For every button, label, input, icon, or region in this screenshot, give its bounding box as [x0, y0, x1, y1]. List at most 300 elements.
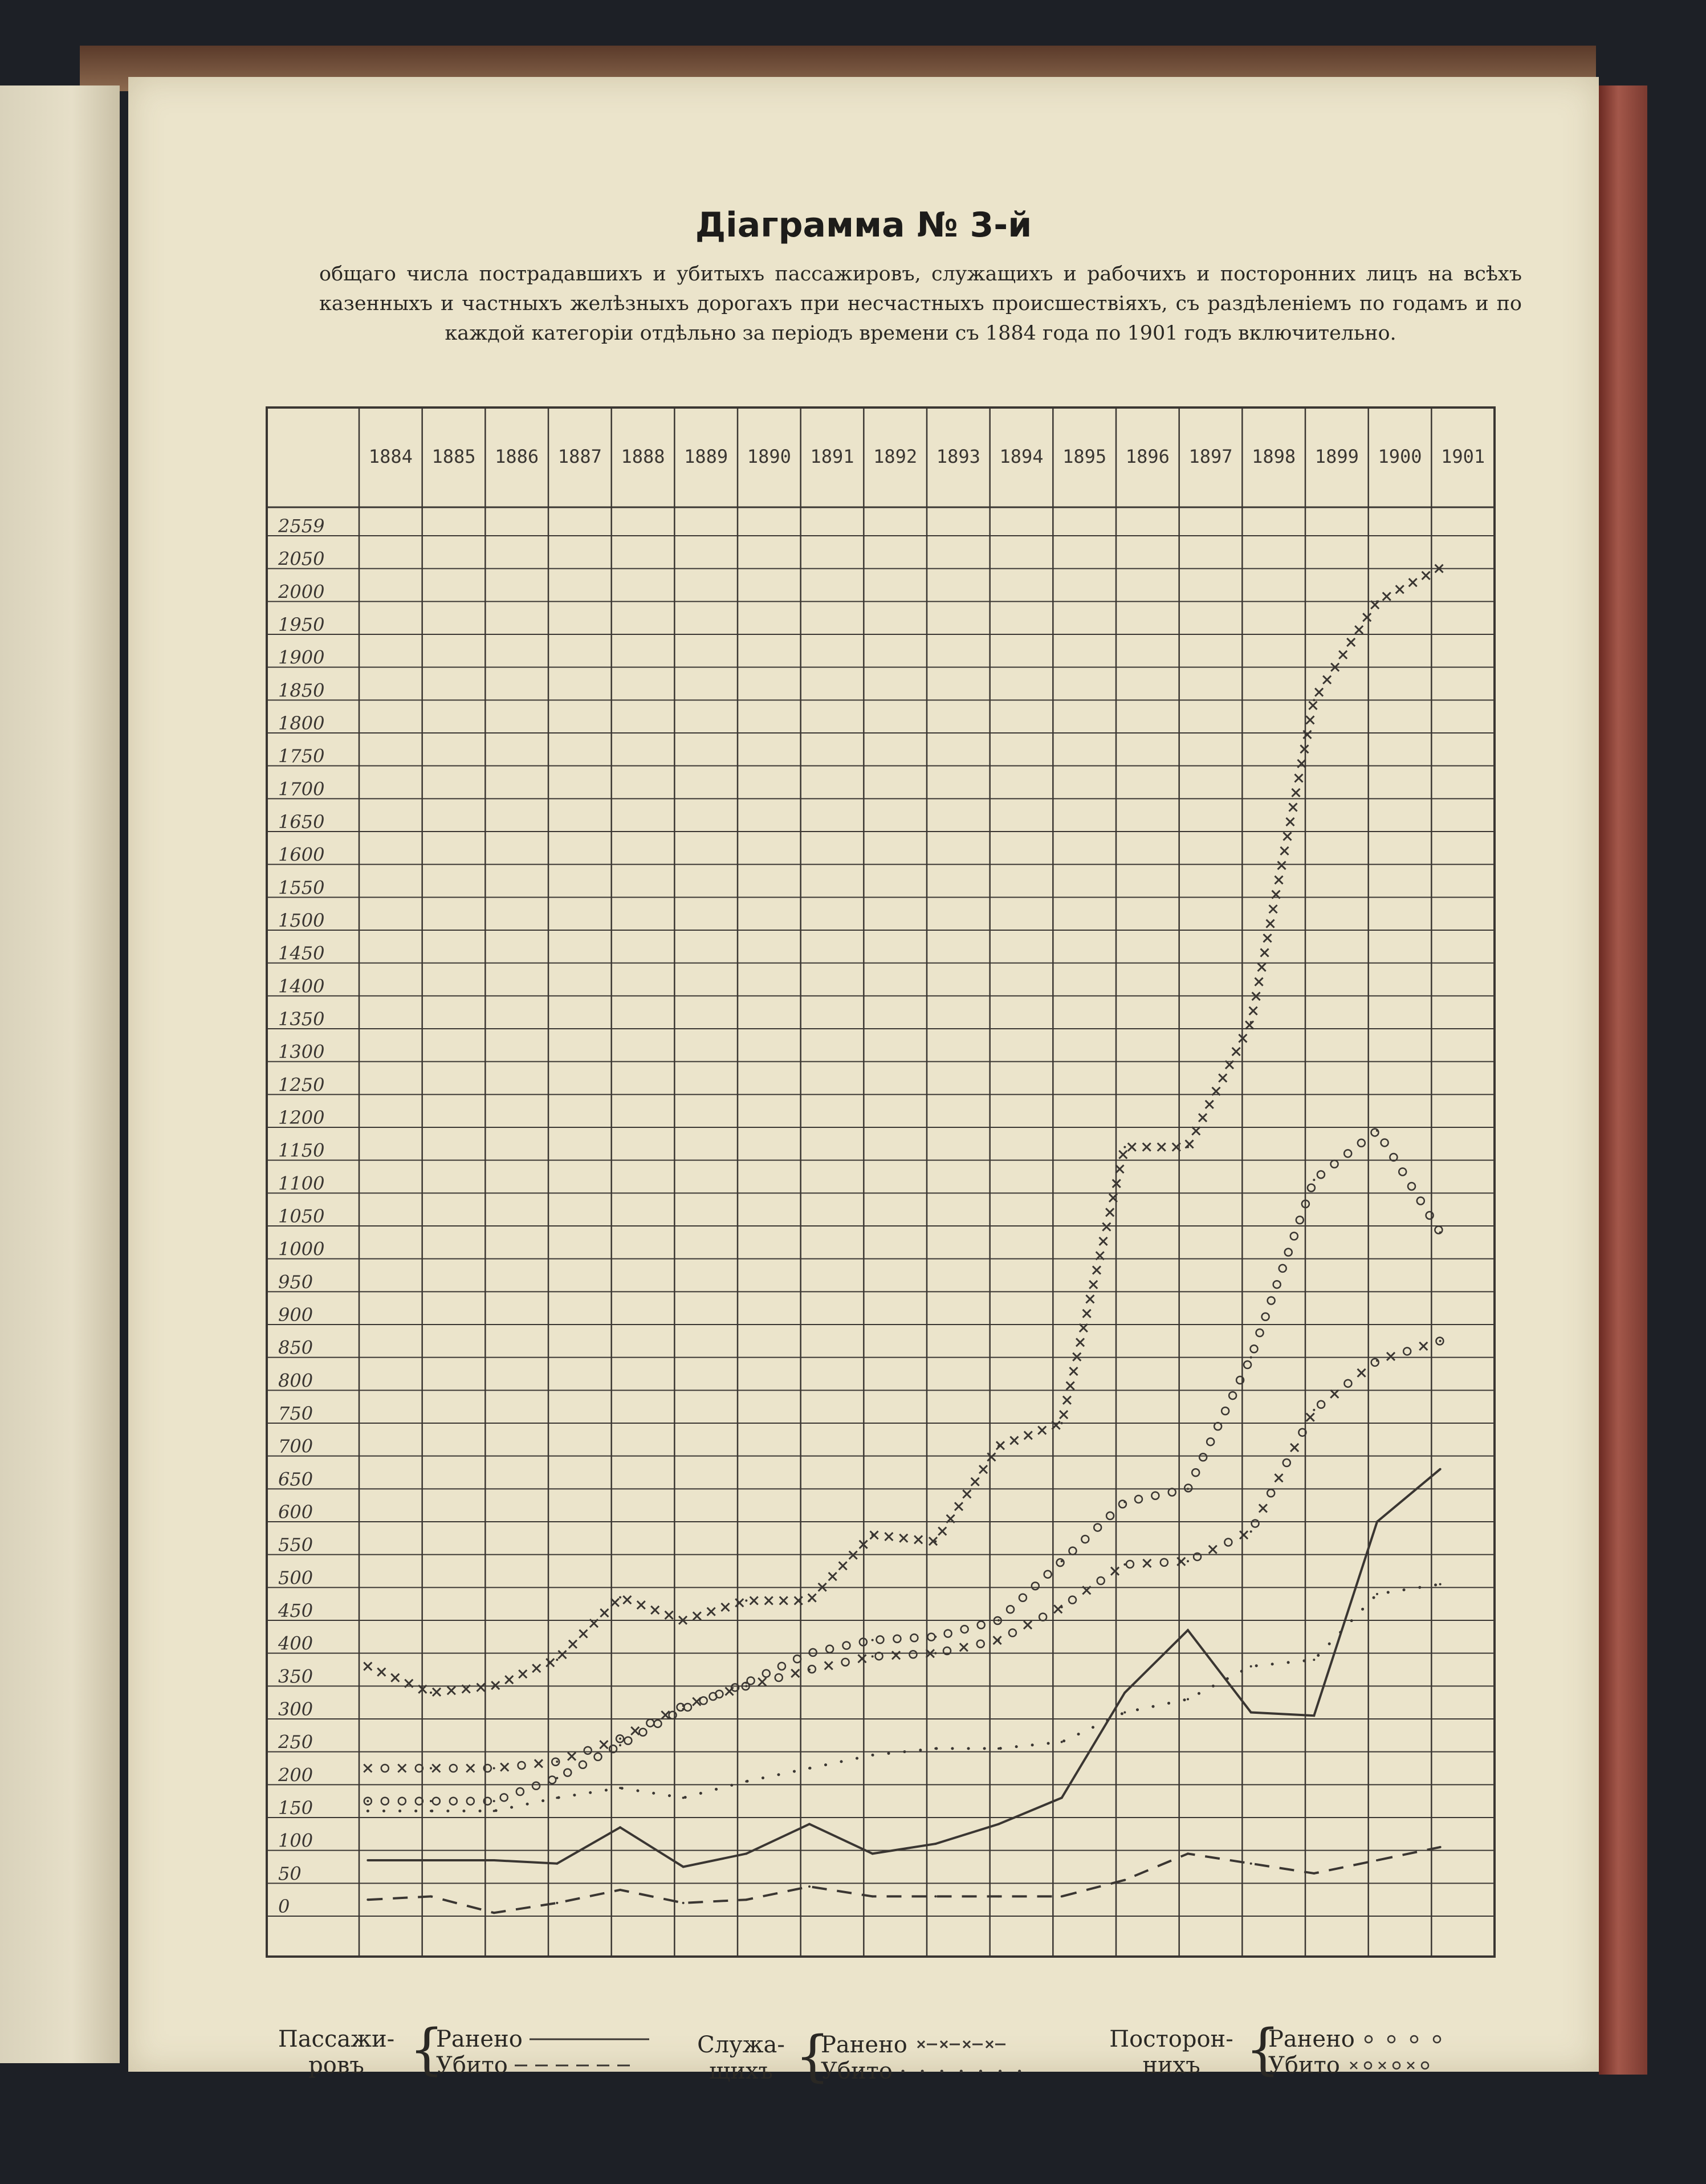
legend-swatch-x	[914, 2036, 1045, 2053]
series-marker-x	[1275, 876, 1283, 884]
series-marker-x	[391, 1674, 399, 1682]
series-marker-circle	[977, 1640, 984, 1648]
series-line	[368, 1469, 1440, 1867]
series-marker-x	[377, 1668, 385, 1676]
data-point	[1376, 1130, 1378, 1132]
data-point	[808, 1599, 811, 1602]
series-marker-x	[1387, 1352, 1395, 1360]
data-point	[1187, 1560, 1189, 1562]
series-marker-x	[1024, 1621, 1032, 1629]
series-marker-x	[611, 1599, 619, 1607]
data-point	[1376, 1859, 1378, 1861]
y-tick-label: 150	[278, 1797, 313, 1819]
series-marker-x	[885, 1533, 893, 1541]
series-marker-x	[1275, 1474, 1282, 1482]
y-tick-label: 200	[278, 1764, 313, 1786]
series-marker-x	[955, 1502, 963, 1510]
series-3	[367, 1583, 1441, 1812]
series-marker-x	[963, 1490, 971, 1498]
data-point	[1313, 699, 1315, 701]
data-point	[682, 1902, 685, 1904]
series-marker-circle	[1279, 1265, 1286, 1272]
series-marker-circle	[1250, 1345, 1257, 1352]
series-marker-circle	[450, 1765, 457, 1772]
y-tick-label: 1600	[278, 844, 325, 866]
series-marker-circle	[1408, 1183, 1415, 1190]
legend-category-label: Пассажи-ровъ	[278, 2026, 395, 2079]
series-marker-circle	[1252, 1520, 1259, 1527]
series-marker-circle	[1308, 1184, 1315, 1192]
series-marker-x	[1100, 1237, 1108, 1245]
series-marker-x	[1240, 1531, 1248, 1539]
data-point	[997, 1445, 1000, 1447]
legend-swatch-solid	[530, 2036, 649, 2042]
series-marker-circle	[1126, 1560, 1134, 1568]
series-marker-x	[466, 1765, 474, 1773]
data-point	[745, 1685, 747, 1687]
series-marker-x	[1355, 626, 1363, 634]
series-marker-circle	[1267, 1489, 1275, 1497]
series-marker-circle	[381, 1798, 389, 1805]
legend-item	[436, 2026, 649, 2052]
series-marker-circle	[1057, 1559, 1064, 1566]
series-marker-x	[1177, 1558, 1185, 1566]
series-marker-circle	[1399, 1168, 1406, 1175]
data-point	[1439, 567, 1442, 569]
legend-rows-employees	[821, 2032, 1045, 2084]
y-tick-label: 450	[278, 1600, 313, 1621]
series-marker-x	[960, 1643, 968, 1651]
legend-item	[1268, 2026, 1493, 2052]
series-marker-circle	[1039, 1613, 1047, 1621]
series-marker-circle	[381, 1765, 389, 1772]
y-tick-labels	[278, 515, 324, 1917]
data-point	[1187, 1146, 1189, 1148]
series-marker-x	[1281, 847, 1289, 855]
series-marker-x	[1323, 676, 1331, 684]
series-marker-circle	[1097, 1577, 1105, 1584]
data-point	[682, 1796, 685, 1799]
data-point	[934, 1636, 937, 1638]
data-point	[367, 1898, 369, 1901]
data-point	[997, 1895, 1000, 1897]
series-marker-circle	[961, 1625, 968, 1633]
data-point	[934, 1843, 937, 1845]
legend-brace: {	[409, 2018, 445, 2081]
legend-item-label: Убито	[821, 2058, 893, 2084]
data-point	[367, 1859, 369, 1861]
y-tick-label: 1350	[278, 1008, 325, 1030]
legend-category-outsiders	[1094, 2026, 1248, 2079]
series-marker-x	[839, 1562, 847, 1570]
series-marker-x	[1347, 638, 1355, 646]
series-marker-x	[1245, 1021, 1253, 1029]
series-1	[367, 1846, 1441, 1914]
series-marker-x	[938, 1527, 946, 1535]
data-point	[1376, 600, 1378, 602]
series-marker-x	[1300, 745, 1308, 753]
series-marker-x	[432, 1765, 440, 1773]
y-tick-label: 2559	[278, 515, 325, 537]
series-marker-circle	[516, 1788, 524, 1795]
y-tick-label: 1950	[278, 614, 325, 635]
chart-subtitle: общаго числа пострадавшихъ и убитыхъ пассажировъ, служащихъ и рабочихъ и посторонних лицъ на всѣхъ казенныхъ и частныхъ желѣзныхъ дорогахъ при несчастныхъ происшествіяхъ, съ раздѣленіемъ по годамъ и по каждой категоріи отдѣльно за періодъ времени съ 1884 года по 1901 годъ включительно.	[319, 263, 1522, 345]
series-marker-circle	[433, 1798, 440, 1805]
series-marker-x	[600, 1741, 608, 1749]
series-marker-circle	[684, 1704, 691, 1711]
series-marker-circle	[398, 1798, 406, 1805]
series-marker-x	[1422, 572, 1430, 580]
series-marker-circle	[1273, 1281, 1281, 1288]
x-tick-label: 1895	[1062, 446, 1107, 467]
series-marker-circle	[1222, 1407, 1229, 1415]
legend-rows-outsiders	[1268, 2026, 1493, 2079]
series-marker-x	[825, 1661, 833, 1669]
series-marker-circle	[677, 1704, 685, 1711]
series-marker-x	[1409, 578, 1417, 586]
legend-category-employees	[687, 2032, 795, 2084]
series-marker-circle	[826, 1645, 833, 1653]
series-marker-x	[491, 1681, 499, 1689]
data-point	[997, 1619, 1000, 1621]
series-marker-circle	[842, 1642, 850, 1649]
data-point	[872, 1534, 874, 1536]
legend-category-label: Посторон-нихъ	[1109, 2026, 1233, 2079]
series-marker-circle	[842, 1659, 849, 1666]
y-tick-label: 550	[278, 1534, 313, 1556]
data-point	[745, 1780, 747, 1783]
series-marker-circle	[1417, 1197, 1424, 1204]
series-marker-circle	[1244, 1361, 1251, 1368]
series-marker-x	[1289, 803, 1297, 811]
series-marker-x	[1199, 1114, 1207, 1122]
data-point	[872, 1655, 874, 1657]
series-marker-x	[914, 1535, 922, 1543]
series-marker-x	[1206, 1101, 1214, 1109]
data-point	[1250, 1356, 1252, 1359]
series-marker-circle	[876, 1636, 883, 1643]
data-point	[430, 1800, 432, 1802]
series-marker-x	[994, 1636, 1001, 1644]
x-tick-label: 1884	[368, 446, 413, 467]
series-marker-x	[780, 1596, 788, 1604]
series-marker-x	[979, 1465, 987, 1473]
series-marker-x	[1306, 716, 1314, 724]
series-marker-x	[1192, 1127, 1200, 1135]
series-marker-circle	[909, 1651, 917, 1658]
data-point	[367, 1665, 369, 1668]
data-point	[1123, 1879, 1126, 1881]
series-marker-x	[1038, 1427, 1046, 1435]
series-marker-x	[1076, 1338, 1084, 1346]
x-tick-label: 1899	[1314, 446, 1359, 467]
series-marker-x	[1261, 949, 1269, 957]
series-marker-x	[447, 1686, 455, 1694]
series-marker-x	[637, 1601, 645, 1609]
data-point	[997, 1639, 1000, 1641]
series-marker-x	[1284, 832, 1292, 840]
data-point	[430, 1692, 432, 1694]
x-tick-label: 1890	[747, 446, 791, 467]
data-point	[1123, 1711, 1126, 1713]
x-tick-label: 1901	[1441, 446, 1485, 467]
series-marker-circle	[1290, 1232, 1298, 1240]
y-tick-label: 700	[278, 1435, 313, 1457]
series-marker-x	[987, 1453, 995, 1461]
series-4	[364, 1128, 1443, 1804]
series-marker-circle	[1381, 1139, 1389, 1146]
data-point	[682, 1619, 685, 1621]
series-marker-x	[665, 1611, 673, 1619]
series-marker-x	[1292, 789, 1300, 797]
data-point	[619, 1744, 621, 1746]
series-marker-x	[1232, 1048, 1240, 1056]
data-point	[493, 1800, 495, 1802]
series-marker-circle	[1283, 1459, 1290, 1466]
series-marker-x	[535, 1759, 543, 1767]
y-tick-label: 1050	[278, 1205, 325, 1227]
data-point	[556, 1777, 558, 1779]
data-point	[872, 1639, 874, 1641]
data-point	[1123, 1501, 1126, 1503]
legend-item-label: Ранено	[821, 2032, 907, 2058]
legend-swatch-dashed	[515, 2063, 634, 2068]
series-marker-x	[1106, 1208, 1114, 1216]
x-tick-label: 1888	[621, 446, 665, 467]
series-marker-x	[1267, 920, 1275, 928]
series-marker-circle	[1207, 1438, 1214, 1445]
series-marker-circle	[654, 1720, 661, 1727]
series-marker-circle	[1192, 1469, 1199, 1476]
series-marker-x	[721, 1603, 729, 1611]
series-marker-circle	[763, 1670, 770, 1677]
series-marker-x	[892, 1651, 900, 1659]
series-marker-x	[623, 1596, 631, 1604]
data-point	[1187, 1629, 1189, 1631]
y-tick-label: 400	[278, 1632, 313, 1655]
series-line	[368, 1584, 1440, 1811]
data-point	[1313, 1872, 1315, 1875]
x-tick-label: 1893	[936, 446, 980, 467]
series-marker-x	[1086, 1295, 1094, 1303]
series-marker-circle	[978, 1621, 985, 1629]
series-marker-x	[1089, 1281, 1097, 1289]
legend-item	[821, 2032, 1045, 2058]
series-marker-x	[693, 1612, 701, 1620]
series-guide	[368, 1131, 1440, 1801]
series-marker-x	[546, 1659, 554, 1666]
series-marker-circle	[1296, 1216, 1304, 1224]
series-marker-circle	[775, 1674, 783, 1681]
y-tick-label: 500	[278, 1567, 313, 1589]
legend-item	[436, 2052, 649, 2079]
series-marker-circle	[646, 1720, 654, 1727]
series-marker-x	[1358, 1369, 1366, 1377]
y-tick-label: 1400	[278, 975, 325, 997]
series-marker-x	[971, 1478, 979, 1486]
series-marker-circle	[564, 1769, 571, 1776]
data-point	[1187, 1852, 1189, 1855]
x-tick-label: 1900	[1378, 446, 1422, 467]
y-tick-label: 2050	[278, 548, 325, 570]
legend-category-passengers	[268, 2026, 405, 2079]
data-point	[1250, 1021, 1252, 1023]
data-point	[1250, 1863, 1252, 1865]
series-marker-x	[1083, 1310, 1091, 1318]
series-marker-circle	[1358, 1139, 1365, 1147]
series-marker-circle	[1032, 1582, 1039, 1590]
series-marker-circle	[1168, 1489, 1176, 1496]
series-marker-x	[870, 1531, 878, 1539]
data-point	[808, 1652, 811, 1655]
series-marker-x	[1339, 651, 1347, 659]
series-marker-x	[505, 1676, 513, 1684]
series-marker-circle	[1285, 1249, 1292, 1256]
series-marker-x	[1258, 963, 1266, 971]
data-point	[556, 1902, 558, 1904]
x-tick-label: 1894	[999, 446, 1044, 467]
y-tick-label: 750	[278, 1403, 313, 1424]
series-marker-x	[477, 1684, 485, 1692]
data-point	[493, 1912, 495, 1914]
data-point	[367, 1800, 369, 1802]
y-tick-label: 350	[278, 1665, 313, 1688]
series-marker-x	[996, 1441, 1004, 1449]
y-tick-label: 1500	[278, 910, 325, 931]
x-tick-label: 1892	[873, 446, 918, 467]
series-marker-x	[1069, 1367, 1077, 1375]
data-point	[619, 1787, 621, 1789]
series-marker-x	[1063, 1396, 1071, 1404]
legend-swatch-dotted	[899, 2065, 1031, 2077]
series-marker-circle	[893, 1635, 901, 1643]
series-marker-circle	[1094, 1524, 1101, 1531]
data-point	[1313, 1409, 1315, 1411]
series-marker-x	[1115, 1165, 1123, 1173]
y-tick-label: 2000	[278, 581, 325, 603]
series-marker-circle	[1007, 1606, 1014, 1613]
y-tick-label: 1250	[278, 1074, 325, 1096]
series-marker-x	[600, 1609, 608, 1617]
series-marker-x	[1330, 1390, 1338, 1398]
y-tick-label: 50	[278, 1863, 302, 1885]
data-point	[1313, 1659, 1315, 1661]
legend-category-label: Служа-щихъ	[697, 2032, 785, 2084]
series-marker-circle	[1161, 1559, 1168, 1566]
series-marker-x	[1111, 1567, 1119, 1575]
data-point	[493, 1767, 495, 1770]
data-point	[808, 1767, 811, 1770]
series-marker-circle	[1403, 1347, 1411, 1355]
data-point	[1313, 1714, 1315, 1717]
series-marker-circle	[1268, 1297, 1275, 1304]
data-point	[682, 1866, 685, 1868]
data-point	[1061, 1606, 1063, 1608]
series-marker-x	[735, 1599, 743, 1607]
series-marker-circle	[624, 1737, 632, 1745]
data-point	[1250, 1711, 1252, 1713]
data-point	[682, 1705, 685, 1707]
data-point	[808, 1669, 811, 1671]
series-marker-x	[579, 1630, 587, 1638]
y-tick-label: 600	[278, 1501, 313, 1523]
data-point	[619, 1596, 621, 1599]
x-tick-label: 1896	[1125, 446, 1170, 467]
series-marker-circle	[1426, 1212, 1434, 1219]
data-point	[1250, 1530, 1252, 1533]
series-marker-circle	[548, 1776, 556, 1783]
series-marker-x	[1080, 1324, 1088, 1332]
series-marker-circle	[450, 1798, 457, 1805]
series-marker-circle	[1009, 1629, 1016, 1636]
series-marker-circle	[1224, 1538, 1232, 1546]
data-point	[745, 1599, 747, 1602]
data-point	[1061, 1422, 1063, 1424]
x-tick-label: 1891	[810, 446, 854, 467]
data-point	[430, 1895, 432, 1897]
y-tick-label: 1100	[278, 1172, 325, 1195]
data-point	[556, 1863, 558, 1865]
series-marker-circle	[910, 1634, 918, 1641]
y-tick-label: 0	[278, 1896, 290, 1917]
data-point	[1439, 1583, 1442, 1586]
data-point	[430, 1810, 432, 1812]
series-marker-x	[519, 1670, 527, 1678]
data-point	[808, 1885, 811, 1888]
series-marker-circle	[1317, 1401, 1325, 1408]
series-marker-x	[1290, 1444, 1298, 1452]
data-point	[1187, 1698, 1189, 1700]
series-marker-x	[1286, 818, 1294, 826]
series-marker-x	[1306, 1413, 1314, 1421]
data-point	[367, 1767, 369, 1770]
series-marker-circle	[1317, 1171, 1325, 1178]
data-point	[556, 1796, 558, 1799]
legend-item-label: Убито	[1268, 2052, 1340, 2079]
data-point	[934, 1541, 937, 1543]
data-point	[934, 1895, 937, 1897]
series-marker-x	[568, 1753, 576, 1761]
data-point	[934, 1652, 937, 1655]
series-marker-x	[1297, 760, 1305, 768]
data-point	[1123, 1692, 1126, 1694]
data-point	[619, 1738, 621, 1740]
data-point	[367, 1810, 369, 1812]
series-marker-x	[651, 1606, 659, 1614]
series-marker-x	[1060, 1411, 1068, 1419]
series-marker-x	[1024, 1431, 1032, 1439]
series-marker-circle	[1344, 1150, 1351, 1157]
y-tick-label: 1800	[278, 712, 325, 734]
series-marker-x	[1383, 592, 1391, 600]
series-marker-x	[726, 1688, 734, 1696]
series-marker-x	[765, 1596, 773, 1604]
data-point	[997, 1823, 1000, 1826]
series-marker-x	[1264, 934, 1272, 942]
series-marker-x	[398, 1765, 406, 1773]
data-point	[1250, 1665, 1252, 1668]
series-marker-x	[1278, 861, 1286, 869]
series-marker-x	[1259, 1504, 1267, 1512]
y-tick-label: 1650	[278, 811, 325, 833]
series-marker-x	[1219, 1074, 1227, 1082]
series-marker-circle	[1331, 1160, 1338, 1168]
series-layer	[364, 565, 1443, 1914]
legend-rows-passengers	[436, 2026, 649, 2079]
series-marker-circle	[944, 1630, 952, 1637]
series-marker-x	[569, 1640, 577, 1648]
series-marker-x	[1143, 1559, 1151, 1567]
